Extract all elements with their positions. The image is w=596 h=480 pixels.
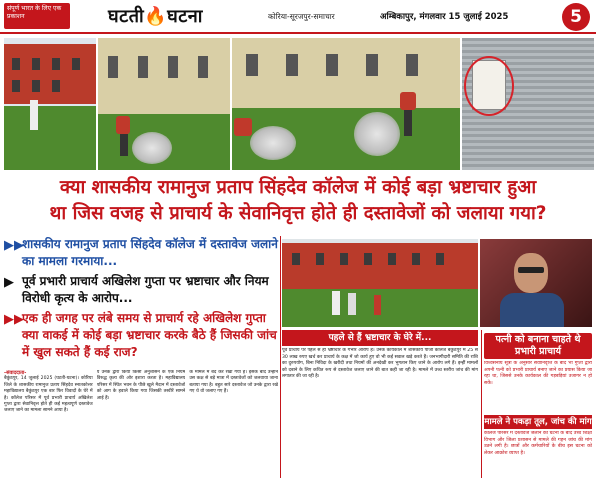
headline-line-1: क्या शासकीय रामानुज प्रताप सिंहदेव कॉलेज में कोई बड़ा भ्रष्टाचार हुआ	[59, 177, 537, 198]
photo-college-building	[4, 38, 96, 170]
bullet-text: पूर्व प्रभारी प्राचार्य अखिलेश गुप्ता पर भ्रष्टाचार और नियम विरोधी कृत्य के आरोप...	[22, 274, 269, 305]
highlight-bullets	[4, 236, 278, 364]
photo-notice-on-shutter	[462, 38, 594, 170]
article-body	[4, 370, 278, 478]
arrow-icon: ▶▶	[4, 238, 24, 253]
article-column-1	[4, 370, 93, 478]
subheading-corruption: पहले से हैं भ्रष्टाचार के घेरे में...	[282, 330, 478, 346]
column-divider	[280, 236, 281, 478]
arrow-icon: ▶	[4, 275, 14, 290]
bullet-item	[4, 273, 278, 307]
logo-left: घटती	[108, 6, 145, 27]
bullet-text: शासकीय रामानुज प्रताप सिंहदेव कॉलेज में दस्तावेज जलाने का मामला गरमाया...	[22, 237, 278, 268]
logo-right: घटना	[167, 6, 203, 27]
photo-burning-documents-2	[232, 38, 460, 170]
bullet-item	[4, 236, 278, 270]
sidebar-heading-wife: पत्नी को बनाना चाहते थे प्रभारी प्राचार्य	[484, 333, 592, 359]
masthead	[0, 0, 596, 34]
photo-former-principal	[480, 239, 592, 327]
article-column-3: के मामले में बंद कर रखा गया है। इसके बाद उन्होंने उस कक्ष से बड़े मात्रा में दस्तावेजों को जलवाया जाना बताया गया है। बहुत सारे दस्तावेज जो उनके द्वारा रखे गए थे वो जलाए गए हैं।	[189, 370, 279, 395]
page-number: 5	[562, 3, 590, 31]
sidebar-text-wife: विश्वसनीय सूत्रों के अनुसार सेवानिवृत्ति के बाद भी गुप्ता द्वारा अपनी पत्नी को प्रभारी प्राचार्य बनाए जाने का प्रयास किया जा रहा था, जिससे उनके कार्यकाल की गड़बड़ियां उजागर न हो सकें।	[484, 361, 592, 386]
bullet-text: एक ही जगह पर लंबे समय से प्राचार्य रहे अखिलेश गुप्ता क्या वाकई में कोई बड़ा भ्रष्टाचार करके बैठे हैं जिसकी जांच में खुल सकते हैं कई राज?	[22, 311, 277, 359]
headline-line-2: था जिस वजह से प्राचार्य के सेवानिवृत्त होते ही दस्तावेजों को जलाया गया?	[49, 203, 547, 224]
byline: -संवाददाता-	[4, 370, 27, 376]
column-text: बैकुंठपुर, 14 जुलाई 2025 (घटती-घटना)। कोरिया जिले के शासकीय रामानुज प्रताप सिंहदेव स्नातकोत्तर महाविद्यालय बैकुंठपुर एक बार फिर विवादों के घेरे में है। कॉलेज परिसर में पूर्व प्रभारी प्राचार्य अखिलेश गुप्ता द्वारा सेवानिवृत्त होते ही कई महत्वपूर्ण दस्तावेज जलाए जाने का मामला सामने आया है।	[4, 376, 93, 414]
photo-burning-documents-1	[98, 38, 230, 170]
flame-icon: 🔥	[144, 6, 168, 27]
photo-college-campus	[282, 239, 478, 327]
arrow-icon: ▶▶	[4, 312, 24, 327]
issue-date: अम्बिकापुर, मंगलवार 15 जुलाई 2025	[380, 12, 509, 22]
column-divider	[481, 330, 482, 478]
masthead-tagline: संपूर्ण भारत के लिए एक प्रकाशन	[4, 3, 70, 29]
sidebar-text-inquiry: कॉलेज परिसर में दस्तावेज जलाने की घटना के बाद उच्च शिक्षा विभाग और जिला प्रशासन से मामले की गहन जांच की मांग उठने लगी है। छात्रों और कर्मचारियों के बीच इस घटना को लेकर आक्रोश व्याप्त है।	[484, 431, 592, 456]
sidebar-heading-inquiry: मामले ने पकड़ा तूल, जांच की मांग	[484, 417, 592, 427]
region-label: कोरिया-सूरजपुर-समाचार	[268, 12, 335, 21]
bullet-item	[4, 310, 278, 361]
article-column-2: ये उनके द्वारा किया किसी अनुशासन के एक नियम विरुद्ध कृत्य की ओर इशारा करता है। महाविद्यालय परिसर में स्थित भवन के पीछे खुले मैदान में दस्तावेजों को आग के हवाले किया गया जिसकी तस्वीरें सामने आई हैं।	[96, 370, 186, 401]
middle-column-text: पूर्व प्राचार्य पर पहले से ही भ्रष्टाचार के गंभीर आरोप हैं। उनके कार्यकाल में शासकीय पीजी कॉलेज बैकुंठपुर में 25 से 30 लाख रुपए खर्च कर प्राचार्य के कक्ष में जो कार्य हुए वो भी कई सवाल खड़े करते हैं। जनभागीदारी समिति की राशि का दुरुपयोग, बिना निविदा के खरीदी तथा नियमों की अनदेखी कर भुगतान किए जाने के आरोप लगे हैं। इन्हीं मामलों को दबाने के लिए कथित रूप से दस्तावेज जलाए जाने की बात कही जा रही है। मामले में उच्च स्तरीय जांच की मांग लगातार की जा रही है।	[282, 348, 478, 379]
main-headline	[0, 172, 596, 232]
newspaper-logo[interactable]	[108, 4, 203, 28]
